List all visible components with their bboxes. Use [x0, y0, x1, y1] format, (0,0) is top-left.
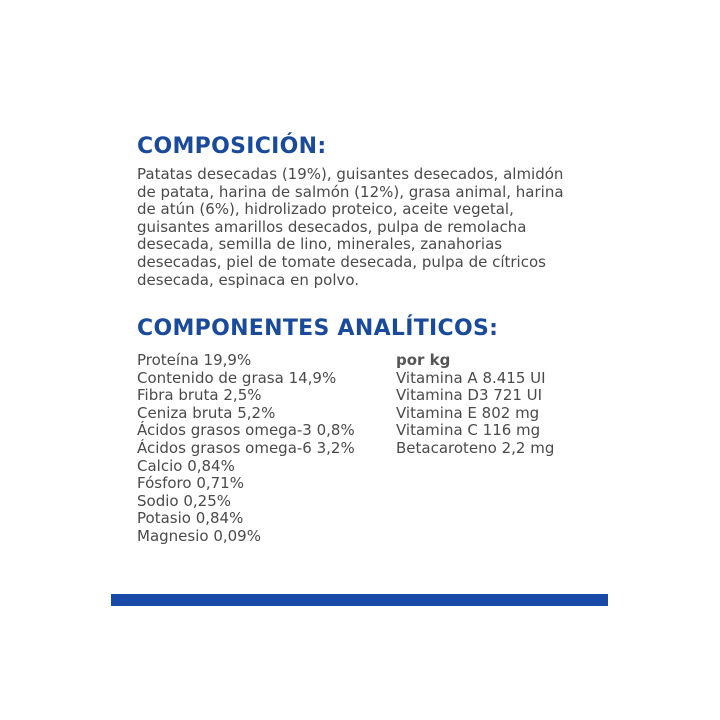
composition-line: desecada, espinaca en polvo. — [137, 270, 360, 289]
analytical-item: Contenido de grasa 14,9% — [137, 368, 337, 387]
vitamin-item: Vitamina D3 721 UI — [396, 386, 543, 405]
composition-line: de patata, harina de salmón (12%), grasa animal, harina — [137, 182, 564, 201]
analytical-item: Sodio 0,25% — [137, 491, 231, 510]
analytical-heading: COMPONENTES ANALÍTICOS: — [137, 316, 499, 341]
vitamin-item: Vitamina E 802 mg — [396, 403, 540, 422]
composition-line: desecada, semilla de lino, minerales, zanahorias — [137, 235, 503, 254]
per-kg-label: por kg — [396, 351, 451, 369]
vitamin-item: Betacaroteno 2,2 mg — [396, 438, 555, 457]
analytical-item: Potasio 0,84% — [137, 509, 244, 528]
analytical-item: Magnesio 0,09% — [137, 526, 261, 545]
composition-heading: COMPOSICIÓN: — [137, 134, 327, 159]
analytical-item: Ácidos grasos omega-6 3,2% — [137, 438, 355, 457]
vitamin-item: Vitamina A 8.415 UI — [396, 368, 546, 387]
analytical-item: Ceniza bruta 5,2% — [137, 403, 276, 422]
composition-line: de atún (6%), hidrolizado proteico, aceite vegetal, — [137, 200, 514, 219]
analytical-item: Fibra bruta 2,5% — [137, 386, 262, 405]
analytical-item: Fósforo 0,71% — [137, 474, 244, 493]
composition-text — [137, 166, 597, 289]
composition-line: Patatas desecadas (19%), guisantes desecados, almidón — [137, 165, 564, 183]
composition-line: guisantes amarillos desecados, pulpa de remolacha — [137, 217, 527, 236]
analytical-item: Proteína 19,9% — [137, 351, 252, 369]
vitamins-list — [396, 352, 554, 458]
composition-line: desecadas, piel de tomate desecada, pulpa de cítricos — [137, 252, 546, 271]
analytical-list — [137, 352, 355, 546]
vitamin-item: Vitamina C 116 mg — [396, 421, 541, 440]
analytical-item: Ácidos grasos omega-3 0,8% — [137, 421, 355, 440]
bottom-accent-bar — [111, 594, 608, 606]
analytical-item: Calcio 0,84% — [137, 456, 235, 475]
